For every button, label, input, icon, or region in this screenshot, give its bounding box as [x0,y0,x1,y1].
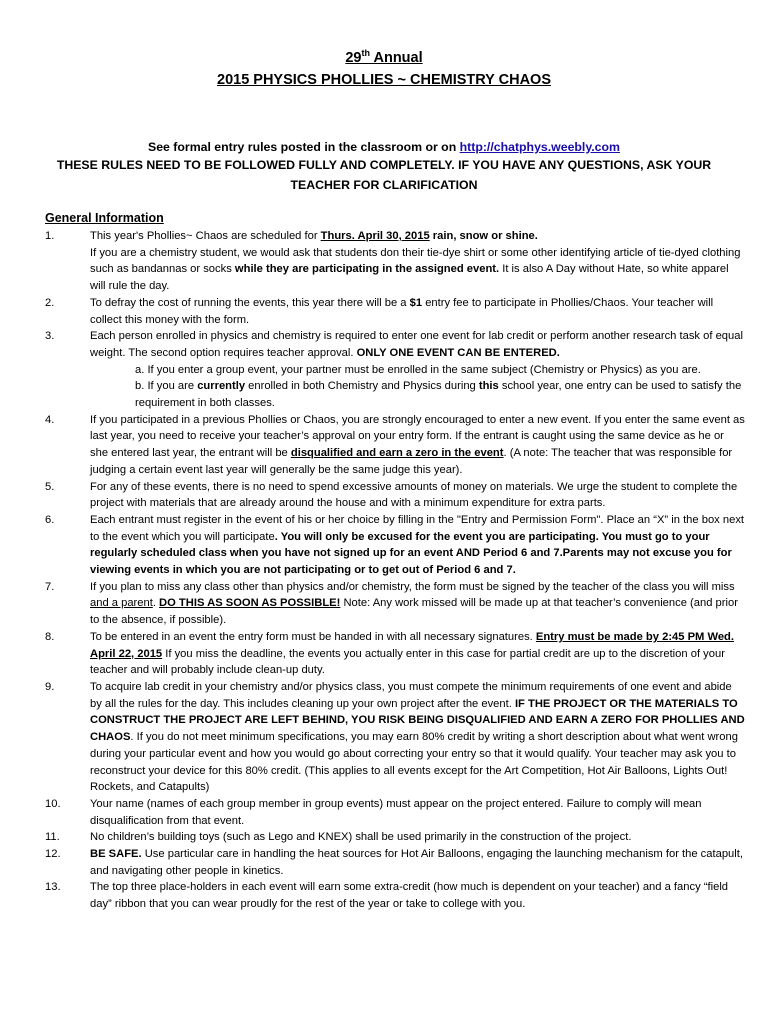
list-item: 2. To defray the cost of running the events, this year there will be a $1 entry fee to participate in Phollies/Chaos. Your teacher will collect this money with the form. [45,296,714,326]
item-number: 7. [45,580,55,593]
rules-warning: THESE RULES NEED TO BE FOLLOWED FULLY AND COMPLETELY. IF YOU HAVE ANY QUESTIONS, ASK YOUR TEACHER FOR CLARIFICATION [56,158,712,192]
item-number: 9. [45,680,55,693]
sub-item-b: b. If you are currently enrolled in both Chemistry and Physics during this school year, one entry can be used to satisfy the requirement in both classes. [135,380,742,410]
list-item: 1. This year's Phollies~ Chaos are scheduled for Thurs. April 30, 2015 rain, snow or shine. If you are a chemistry student, we would ask that students don their tie-dye shirt or some other identifying article of tie-dyed clothing such as bandannas or socks while they are participating in the assigned event. It is also A Day without Hate, so white apparel will rule the day. [45,230,741,293]
list-item: 5. For any of these events, there is no need to spend excessive amounts of money on materials. We urge the student to complete the project with materials that are already around the house and with a minimum expenditure for extra parts. [45,480,738,510]
item-number: 8. [45,630,55,643]
item-number: 6. [45,513,55,526]
list-item: 6. Each entrant must register in the event of his or her choice by filling in the "Entry and Permission Form". Place an “X” in the box next to the event which you will participate. You will only be excused for the event you are participating. You must go to your regularly scheduled class when you have not signed up for an event AND Period 6 and 7.Parents may not excuse you for viewing events in which you are not participating or to get out of Period 6 and 7. [45,513,745,577]
list-item: 4. If you participated in a previous Phollies or Chaos, you are strongly encouraged to enter a new event. If you enter the same event as last year, you need to receive your teacher’s approval on your entry form. If the entrant is caught using the same device as he or she entered last year, the entrant will be disqualified and earn a zero in the event. (A note: The teacher that was responsible for judging a certain event last year will generally be the same judge this year). [45,413,745,476]
sub-item-a: a. If you enter a group event, your partner must be enrolled in the same subject (Chemistry or Physics) as you are. [135,363,701,376]
list-item: 3. Each person enrolled in physics and chemistry is required to enter one event for lab credit or perform another research task of equal weight. The second option requires teacher approval. ONLY ONE EVENT CAN BE ENTERED. a. If you enter a group event, your partner must be enrolled in the same subject (Chemistry or Physics) as you are. b. If you are currently enrolled in both Chemistry and Physics during this school year, one entry can be used to satisfy the requirement in both classes. [45,328,745,412]
annual-title: 29th Annual [345,48,423,66]
section-heading: General Information [45,211,164,225]
item-number: 2. [45,296,55,309]
list-item: 11. No children’s building toys (such as Lego and KNEX) shall be used primarily in the construction of the project. [45,829,745,846]
page-title: 2015 PHYSICS PHOLLIES ~ CHEMISTRY CHAOS [217,72,551,88]
item-number: 10. [45,797,61,810]
entry-rules-note: See formal entry rules posted in the classroom or on http://chatphys.weebly.com [148,140,620,154]
list-item: 8. To be entered in an event the entry form must be handed in with all necessary signatures. Entry must be made by 2:45 PM Wed. April 22, 2015 If you miss the deadline, the events you actually enter in this case for partial credit are up to the discretion of your teacher and will probably include clean-up duty. [45,630,735,677]
list-item: 9. To acquire lab credit in your chemistry and/or physics class, you must compete the minimum requirements of one event and abide by all the rules for the day. This includes cleaning up your own project after the event. IF THE PROJECT OR THE MATERIALS TO CONSTRUCT THE PROJECT ARE LEFT BEHIND, YOU RISK BEING DISQUALIFIED AND EARN A ZERO FOR PHOLLIES AND CHAOS. If you do not meet minimum specifications, you may earn 80% credit by writing a short description about what went wrong during your particular event and how you would go about correcting your entry so that it would qualify. Your teacher may ask you to reconstruct your device for this 80% credit. (This applies to all events except for the Art Competition, Hot Air Balloons, Lights Out! Rockets, and Catapults) [45,680,745,794]
rules-list [45,228,745,913]
item-number: 1. [45,230,55,242]
list-item: 7. If you plan to miss any class other than physics and/or chemistry, the form must be signed by the teacher of the class you will miss and a parent. DO THIS AS SOON AS POSSIBLE! Note: Any work missed will be made up at that teacher’s convenience (and prior to the absence, if possible). [45,580,738,627]
item-number: 3. [45,330,55,343]
website-link[interactable]: http://chatphys.weebly.com [459,140,620,154]
list-item: 10. Your name (names of each group member in group events) must appear on the project entered. Failure to comply will mean disqualification from that event. [45,797,702,827]
item-number: 13. [45,881,61,894]
item-number: 12. [45,848,61,861]
item-number: 4. [45,413,55,426]
list-item: 12. BE SAFE. Use particular care in handling the heat sources for Hot Air Balloons, engaging the launching mechanism for the catapult, and navigating other people in kinetics. [45,848,743,877]
item-number: 5. [45,480,55,493]
list-item: 13. The top three place-holders in each event will earn some extra-credit (how much is dependent on your teacher) and a fancy “field day” ribbon that you can wear proudly for the rest of the year or take to college with you. [45,881,729,911]
item-number: 11. [45,831,60,844]
